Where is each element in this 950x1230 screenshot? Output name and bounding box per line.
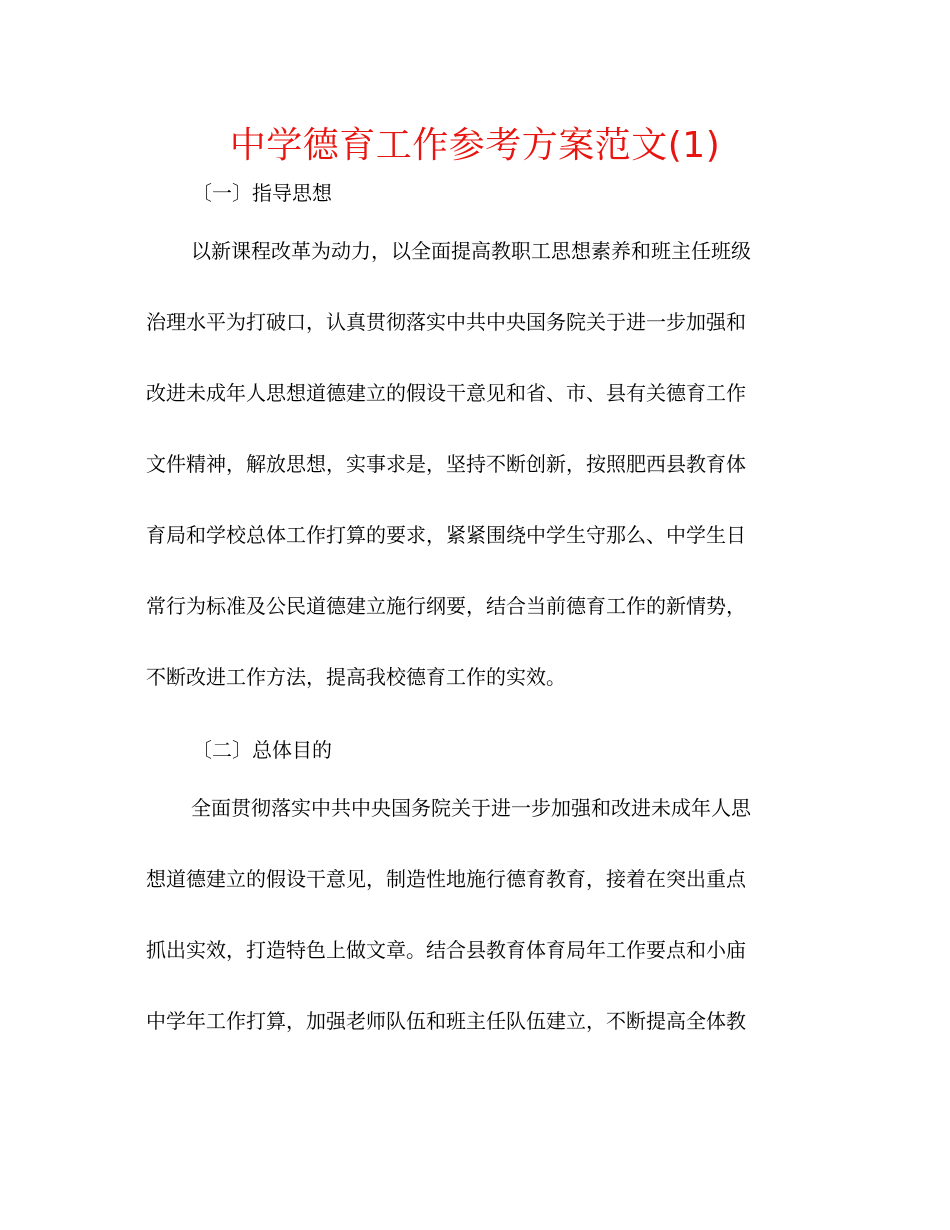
paragraph-line: 治理水平为打破口，认真贯彻落实中共中央国务院关于进一步加强和 bbox=[146, 310, 746, 334]
paragraph-line: 不断改进工作方法，提高我校德育工作的实效。 bbox=[146, 665, 566, 689]
paragraph-overall-goal bbox=[146, 773, 806, 1057]
paragraph-guiding-ideology bbox=[146, 216, 806, 713]
paragraph-line: 全面贯彻落实中共中央国务院关于进一步加强和改进未成年人思 bbox=[191, 796, 751, 820]
paragraph-line: 文件精神，解放思想，实事求是，坚持不断创新，按照肥西县教育体 bbox=[146, 452, 746, 476]
section-heading-overall-goal: 〔二〕总体目的 bbox=[192, 738, 332, 762]
paragraph-line: 改进未成年人思想道德建立的假设干意见和省、市、县有关德育工作 bbox=[146, 381, 746, 405]
paragraph-line: 常行为标准及公民道德建立施行纲要，结合当前德育工作的新情势， bbox=[146, 594, 746, 618]
paragraph-line: 想道德建立的假设干意见，制造性地施行德育教育，接着在突出重点 bbox=[146, 867, 746, 891]
section-heading-guiding-ideology: 〔一〕指导思想 bbox=[192, 181, 332, 205]
paragraph-line: 育局和学校总体工作打算的要求，紧紧围绕中学生守那么、中学生日 bbox=[146, 523, 746, 547]
document-title: 中学德育工作参考方案范文(1) bbox=[229, 125, 721, 166]
paragraph-line: 中学年工作打算，加强老师队伍和班主任队伍建立，不断提高全体教 bbox=[146, 1009, 746, 1033]
paragraph-line: 以新课程改革为动力，以全面提高教职工思想素养和班主任班级 bbox=[191, 239, 751, 263]
paragraph-line: 抓出实效，打造特色上做文章。结合县教育体育局年工作要点和小庙 bbox=[146, 938, 746, 962]
